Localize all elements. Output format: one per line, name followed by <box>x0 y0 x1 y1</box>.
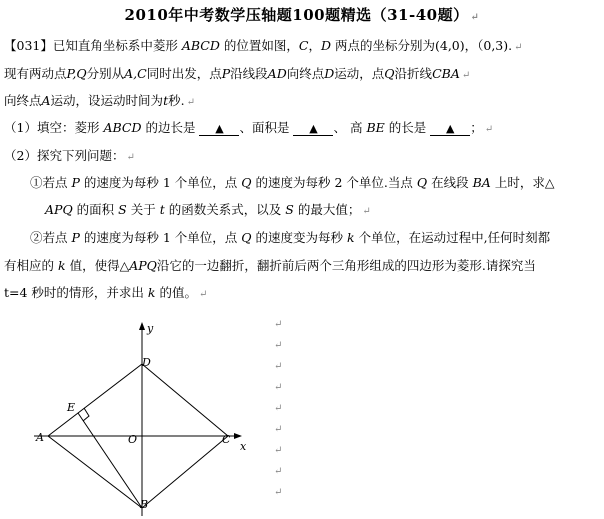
page-title: 2010年中考数学压轴题100题精选（31-40题） ↵ <box>124 6 480 24</box>
label-c: C <box>222 433 231 446</box>
y-axis-arrow <box>139 322 145 330</box>
problem-line-3: 向终点A运动，设运动时间为t秒. ↵ <box>4 93 195 108</box>
answer-blank-side[interactable]: ▲ <box>199 121 239 136</box>
label-y: y <box>147 322 154 335</box>
problem-line-2: 现有两动点P,Q分别从A,C同时出发，点P沿线段AD向终点D运动，点Q沿折线CBA ↵ <box>4 66 471 81</box>
problem-number: 【031】 <box>4 38 53 53</box>
answer-blank-height[interactable]: ▲ <box>430 121 470 136</box>
part-2-question-1-line-2: APQ 的面积 S 关于 t 的函数关系式，以及 S 的最大值； ↵ <box>45 202 371 217</box>
part-1-fill-in: （1）填空：菱形 ABCD 的边长是 ▲ 、面积是 ▲ 、 高 BE 的长是 ▲ ； ↵ <box>4 120 494 135</box>
label-b: B <box>140 498 149 511</box>
label-e: E <box>67 401 76 414</box>
right-angle-mark <box>83 408 89 421</box>
rhombus-figure <box>30 318 250 518</box>
part-2-question-2-line-3: t=4 秒时的情形，并求出 k 的值。 ↵ <box>4 285 208 300</box>
part-2-question-2-line-2: 有相应的 k 值，使得△APQ沿它的一边翻折，翻折前后两个三角形组成的四边形为菱形.请探究当 <box>4 258 536 273</box>
label-a: A <box>36 431 44 444</box>
paragraph-marks-column: ↵ ↵ ↵ ↵ ↵ ↵ ↵ ↵ ↵ <box>274 319 283 498</box>
problem-line-1: 【031】已知直角坐标系中菱形 ABCD 的位置如图，C，D 两点的坐标分别为(4,0)，（0,3). ↵ <box>4 38 523 53</box>
label-o: O <box>128 433 138 446</box>
segment-be <box>78 413 142 508</box>
label-x: x <box>240 440 247 453</box>
part-2-label: （2）探究下列问题： ↵ <box>4 148 135 163</box>
part-2-question-1-line-1: ①若点 P 的速度为每秒 1 个单位，点 Q 的速度为每秒 2 个单位.当点 Q 在线段 BA 上时，求△ <box>30 175 555 190</box>
part-2-question-2-line-1: ②若点 P 的速度为每秒 1 个单位，点 Q 的速度变为每秒 k 个单位，在运动过程中,任何时刻都 <box>30 230 551 245</box>
label-d: D <box>142 356 151 369</box>
x-axis-arrow <box>234 433 242 439</box>
answer-blank-area[interactable]: ▲ <box>293 121 333 136</box>
